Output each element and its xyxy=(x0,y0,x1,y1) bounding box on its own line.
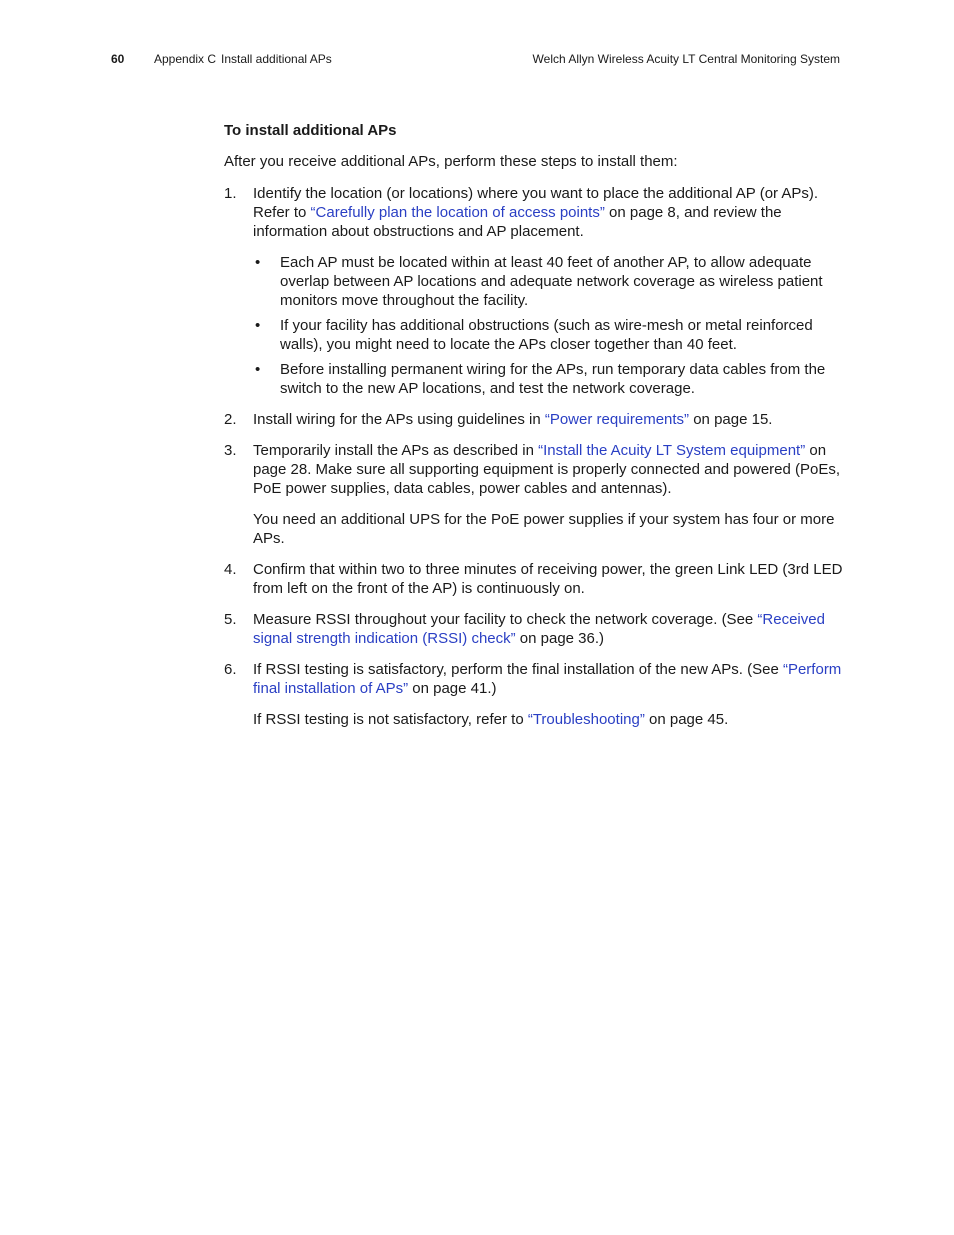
page-header xyxy=(0,52,954,70)
step-text xyxy=(253,660,844,698)
section-title: Install additional APs xyxy=(221,52,332,66)
step-text-part: on page 28. Make sure all supporting equipment is properly connected and powered (PoEs, PoE power supplies, data cables, power cables and antennas). xyxy=(253,442,841,497)
link-install-equipment[interactable]: “Install the Acuity LT System equipment” xyxy=(538,442,806,459)
step-text-part: Identify the location (or locations) where you want to place the additional AP (or APs). Refer to xyxy=(253,185,819,221)
step-note: You need an additional UPS for the PoE power supplies if your system has four or more APs. xyxy=(253,511,835,547)
procedure-heading: To install additional APs xyxy=(224,122,397,139)
step-text-part: If RSSI testing is satisfactory, perform the final installation of the new APs. (See xyxy=(253,661,783,678)
step-text xyxy=(253,410,844,429)
link-carefully-plan[interactable]: “Carefully plan the location of access points” xyxy=(310,204,605,221)
page-number: 60 xyxy=(111,52,125,66)
step-text xyxy=(253,441,844,498)
step-number: 3. xyxy=(224,442,237,459)
step-number: 2. xyxy=(224,411,237,428)
step-text-part: on page 45. xyxy=(644,711,729,728)
bullet-item xyxy=(253,253,844,310)
step-text-part: Measure RSSI throughout your facility to check the network coverage. (See xyxy=(253,611,758,628)
step-number: 1. xyxy=(224,185,237,202)
step-2 xyxy=(224,410,844,429)
bullet-text: Before installing permanent wiring for the APs, run temporary data cables from the switch to the new AP locations, and test the network coverage. xyxy=(280,361,826,397)
step-number: 6. xyxy=(224,661,237,678)
step-text-part: If RSSI testing is not satisfactory, refer to xyxy=(253,711,528,728)
step-text-part: on page 15. xyxy=(689,411,773,428)
step-number: 4. xyxy=(224,561,237,578)
document-title: Welch Allyn Wireless Acuity LT Central Monitoring System xyxy=(532,52,840,66)
step-text xyxy=(253,610,844,648)
section-label: Appendix C xyxy=(154,52,217,66)
step-text-part: Temporarily install the APs as described in xyxy=(253,442,539,459)
step-6 xyxy=(224,660,844,729)
link-power-requirements[interactable]: “Power requirements” xyxy=(544,411,690,428)
step-text-part: on page 41.) xyxy=(408,680,497,697)
step-text: Confirm that within two to three minutes of receiving power, the green Link LED (3rd LED from left on the front of the AP) is continuously on. xyxy=(253,561,843,597)
step-1 xyxy=(224,184,844,398)
step-3 xyxy=(224,441,844,548)
link-rssi-check[interactable]: “Received signal strength indication (RSSI) check” xyxy=(253,611,825,647)
link-troubleshooting[interactable]: “Troubleshooting” xyxy=(527,711,645,728)
bullet-text: Each AP must be located within at least 40 feet of another AP, to allow adequate overlap between AP locations and adequate network coverage as wireless patient monitors move throughout the facility. xyxy=(280,254,823,309)
step-text-part: on page 36.) xyxy=(515,630,605,647)
bullet-list xyxy=(253,253,844,398)
step-number: 5. xyxy=(224,611,237,628)
bullet-item xyxy=(253,360,844,398)
step-5 xyxy=(224,610,844,648)
bullet-text: If your facility has additional obstructions (such as wire-mesh or metal reinforced walls), you might need to locate the APs closer together than 40 feet. xyxy=(280,317,813,353)
intro-text: After you receive additional APs, perform these steps to install them: xyxy=(224,153,678,170)
page-body xyxy=(224,121,844,741)
link-final-installation[interactable]: “Perform final installation of APs” xyxy=(253,661,842,697)
step-text-part: on page 8, and review the information about obstructions and AP placement. xyxy=(253,204,782,240)
step-note xyxy=(253,710,844,729)
step-text-part: Install wiring for the APs using guidelines in xyxy=(253,411,545,428)
step-text xyxy=(253,184,844,241)
step-4 xyxy=(224,560,844,598)
bullet-item xyxy=(253,316,844,354)
bullet-icon: • xyxy=(255,254,261,271)
bullet-icon: • xyxy=(255,361,261,378)
bullet-icon: • xyxy=(255,317,261,334)
